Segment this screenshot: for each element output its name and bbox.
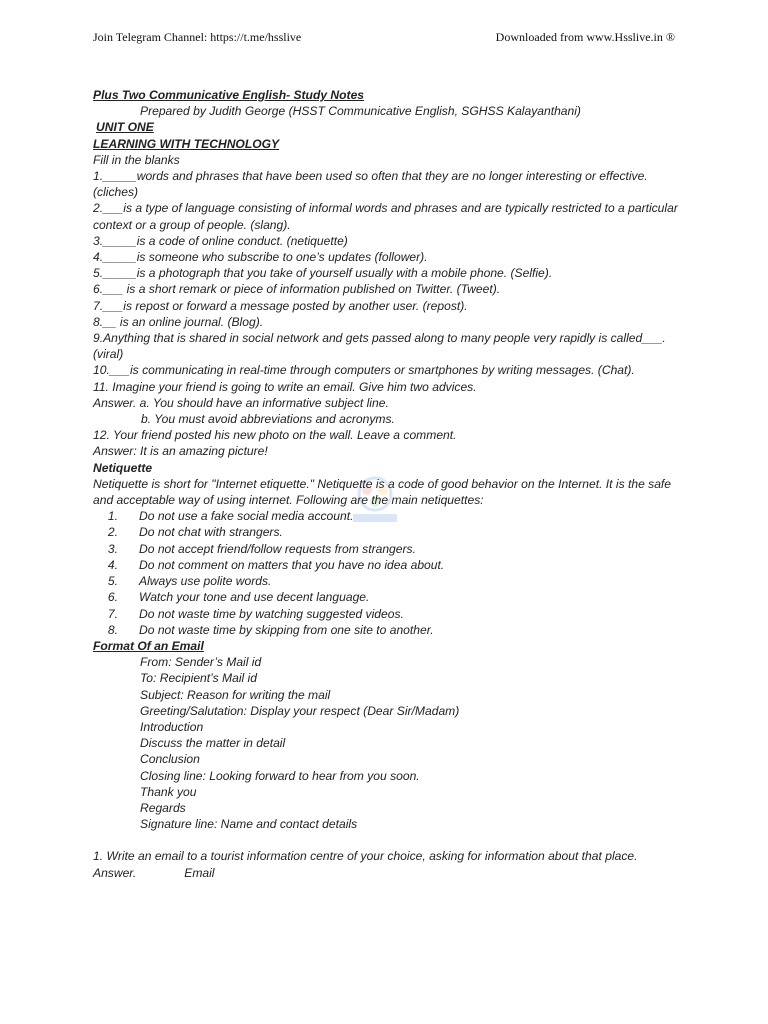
answer-11-b: b. You must avoid abbreviations and acronyms.	[141, 412, 395, 427]
unit-label: UNIT ONE	[96, 120, 154, 135]
email-format-line: Regards	[140, 800, 186, 815]
email-format-line: Introduction	[140, 719, 204, 734]
list-text: Do not use a fake social media account.	[139, 509, 354, 524]
list-number: 5.	[107, 574, 118, 589]
answer-email-label: Email	[184, 865, 215, 880]
list-text: Watch your tone and use decent language.	[139, 590, 370, 605]
email-format-line: To: Recipient’s Mail id	[140, 671, 257, 686]
email-format-line: Thank you	[140, 784, 197, 799]
list-text: Do not waste time by skipping from one site to another.	[139, 622, 434, 637]
list-number: 2.	[107, 525, 118, 540]
netiquette-heading: Netiquette	[93, 460, 153, 475]
email-format-line: Signature line: Name and contact details	[140, 817, 358, 832]
email-format-line: Discuss the matter in detail	[140, 736, 286, 751]
blank-item: 10.___is communicating in real-time through computers or smartphones by writing messages. (Chat).	[93, 363, 635, 378]
email-format-line: Subject: Reason for writing the mail	[140, 687, 331, 702]
list-number: 6.	[107, 590, 118, 605]
email-format-line: From: Sender’s Mail id	[140, 655, 262, 670]
blank-item: 9.Anything that is shared in social network and gets passed along to many people very rapidly is called___. (viral)	[93, 331, 666, 362]
blank-item: 8.__ is an online journal. (Blog).	[93, 314, 264, 329]
task-1: 1. Write an email to a tourist information centre of your choice, asking for information about that place.	[93, 849, 638, 864]
blank-item: 2.___is a type of language consisting of informal words and phrases and are typically restricted to a particular context or a group of people. (slang).	[93, 201, 678, 232]
telegram-channel-text: Join Telegram Channel: https://t.me/hsslive	[93, 30, 302, 44]
list-item	[93, 557, 683, 573]
email-format-line: Conclusion	[140, 752, 200, 767]
blank-item: 3._____is a code of online conduct. (netiquette)	[93, 233, 348, 248]
list-item	[93, 622, 683, 638]
blank-item: 1._____words and phrases that have been used so often that they are no longer interesting or effective. (cliches)	[93, 169, 648, 200]
task-1-answer	[93, 865, 683, 881]
list-number: 1.	[107, 509, 118, 524]
spacer	[93, 832, 683, 848]
answer-11-a: Answer. a. You should have an informative subject line.	[93, 395, 389, 410]
blank-item: 6.___ is a short remark or piece of information published on Twitter. (Tweet).	[93, 282, 501, 297]
blank-item: 4._____is someone who subscribe to one’s updates (follower).	[93, 250, 428, 265]
list-text: Do not chat with strangers.	[139, 525, 283, 540]
unit-title: LEARNING WITH TECHNOLOGY	[93, 136, 280, 151]
list-item	[93, 541, 683, 557]
document-body	[93, 87, 683, 881]
blank-item: 7.___is repost or forward a message posted by another user. (repost).	[93, 298, 468, 313]
list-item	[93, 524, 683, 540]
answer-12: Answer: It is an amazing picture!	[93, 444, 268, 459]
list-text: Always use polite words.	[139, 574, 272, 589]
list-number: 8.	[107, 622, 118, 637]
netiquette-paragraph: Netiquette is short for "Internet etiquette." Netiquette is a code of good behavior on the Internet. It is the safe and acceptable way of using internet. Following are the main netiquettes:	[93, 476, 672, 508]
list-number: 3.	[107, 541, 118, 556]
list-item	[93, 589, 683, 605]
list-item	[93, 573, 683, 589]
question-12: 12. Your friend posted his new photo on the wall. Leave a comment.	[93, 428, 457, 443]
list-number: 7.	[107, 606, 118, 621]
list-item	[93, 606, 683, 622]
netiquette-list	[93, 508, 683, 638]
list-text: Do not waste time by watching suggested videos.	[139, 606, 404, 621]
question-11: 11. Imagine your friend is going to write an email. Give him two advices.	[93, 379, 477, 394]
page-header	[93, 30, 675, 45]
blank-item: 5._____is a photograph that you take of yourself usually with a mobile phone. (Selfie).	[93, 266, 553, 281]
list-item	[93, 508, 683, 524]
email-format-heading: Format Of an Email	[93, 638, 204, 653]
email-format-line: Closing line: Looking forward to hear from you soon.	[140, 768, 420, 783]
doc-title: Plus Two Communicative English- Study Notes	[93, 88, 365, 102]
list-number: 4.	[107, 557, 118, 572]
prepared-by: Prepared by Judith George (HSST Communicative English, SGHSS Kalayanthani)	[140, 104, 581, 119]
download-source-text: Downloaded from www.Hsslive.in ®	[495, 30, 675, 44]
email-format-line: Greeting/Salutation: Display your respect (Dear Sir/Madam)	[140, 703, 460, 718]
answer-label: Answer.	[93, 865, 137, 880]
list-text: Do not accept friend/follow requests from strangers.	[139, 541, 416, 556]
list-text: Do not comment on matters that you have no idea about.	[139, 557, 445, 572]
fill-blanks-heading: Fill in the blanks	[93, 152, 180, 167]
